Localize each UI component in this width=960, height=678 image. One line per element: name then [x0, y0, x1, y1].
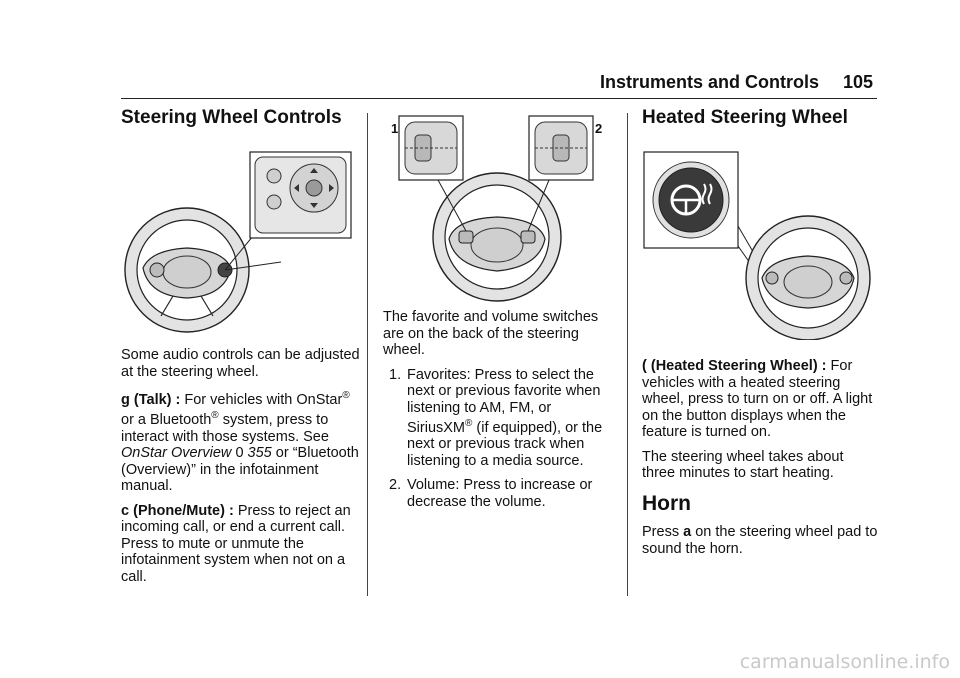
heading-heated-steering-wheel: Heated Steering Wheel	[642, 107, 848, 128]
left-button-cluster	[150, 263, 164, 277]
intro-paragraph: Some audio controls can be adjusted at the steering wheel.	[121, 347, 360, 380]
horn-icon: a	[683, 524, 692, 540]
column-3	[642, 107, 877, 128]
phone-text: Press to reject an incoming call, or end a current call. Press to mute or unmute the infotainment system when not on a call.	[121, 502, 351, 585]
column-1	[121, 107, 356, 128]
column-1-text	[121, 347, 361, 593]
ref-arrow-icon: 0	[235, 445, 244, 462]
column-3-text	[642, 358, 878, 565]
heated-wheel-icon: (	[642, 358, 647, 374]
phone-label: (Phone/Mute) :	[133, 502, 234, 519]
talk-button-icon	[267, 169, 281, 183]
horn-text-a: Press	[642, 524, 680, 540]
talk-paragraph	[121, 388, 361, 495]
ref-page-number[interactable]: 355	[247, 445, 272, 462]
heated-steering-wheel-illustration	[642, 150, 877, 340]
heading-steering-wheel-controls: Steering Wheel Controls	[121, 107, 342, 128]
reg-mark: ®	[211, 410, 219, 422]
favorites-text-b: (if equipped), or the next or previous track when listening to a media source.	[407, 419, 603, 469]
talk-text-d: “Bluetooth (Overview)” in the infotainment manual.	[121, 445, 359, 495]
favorites-text-a: Favorites: Press to select the next or previous favorite when listening to AM, FM, or SiriusXM	[407, 366, 601, 436]
talk-text-a: For vehicles with OnStar	[184, 391, 343, 408]
heat-time-paragraph: The steering wheel takes about three minutes to start heating.	[642, 448, 844, 481]
callout-2-label: 2	[595, 121, 603, 136]
column-divider-1	[367, 113, 368, 596]
page-number: 105	[843, 72, 874, 92]
talk-text-c: system, press to interact with those systems. See	[121, 412, 329, 445]
header-rule	[121, 98, 877, 99]
favorite-switch	[459, 231, 473, 243]
list-text: Volume: Press to increase or decrease the volume.	[407, 477, 593, 510]
talk-icon: g	[121, 391, 130, 408]
horn-paragraph	[642, 524, 878, 557]
heated-paragraph	[642, 358, 878, 441]
heated-text: For vehicles with a heated steering wheel, press to turn on or off. A light on the button displays when the feature is turned on.	[642, 358, 873, 440]
phone-button-icon	[267, 195, 281, 209]
favorite-volume-switches-illustration	[383, 113, 615, 303]
section-title: Instruments and Controls	[600, 72, 820, 92]
list-number: 2.	[389, 477, 402, 494]
talk-text-b: or a Bluetooth	[121, 412, 212, 429]
list-number: 1.	[389, 366, 402, 383]
column-2-text	[383, 309, 615, 518]
callout-1-label: 1	[391, 121, 399, 136]
switches-intro: The favorite and volume switches are on the back of the steering wheel.	[383, 309, 599, 358]
phone-paragraph	[121, 503, 361, 586]
heated-label: (Heated Steering Wheel) :	[650, 358, 827, 374]
steering-wheel-controls-illustration	[121, 150, 353, 340]
onstar-overview-link[interactable]: OnStar Overview	[121, 445, 232, 462]
list-item-favorites	[383, 367, 615, 470]
heading-horn: Horn	[642, 491, 691, 515]
list-item-volume	[383, 477, 615, 510]
talk-label: (Talk) :	[133, 391, 181, 408]
horn-text-b: on the steering wheel pad to sound the horn.	[642, 524, 878, 557]
watermark: carmanualsonline.info	[739, 651, 950, 673]
phone-icon: c	[121, 502, 130, 519]
reg-mark: ®	[465, 418, 473, 429]
talk-or: or	[275, 445, 289, 462]
column-divider-2	[627, 113, 628, 596]
reg-mark: ®	[342, 390, 350, 401]
volume-switch	[521, 231, 535, 243]
list-text	[407, 367, 615, 470]
